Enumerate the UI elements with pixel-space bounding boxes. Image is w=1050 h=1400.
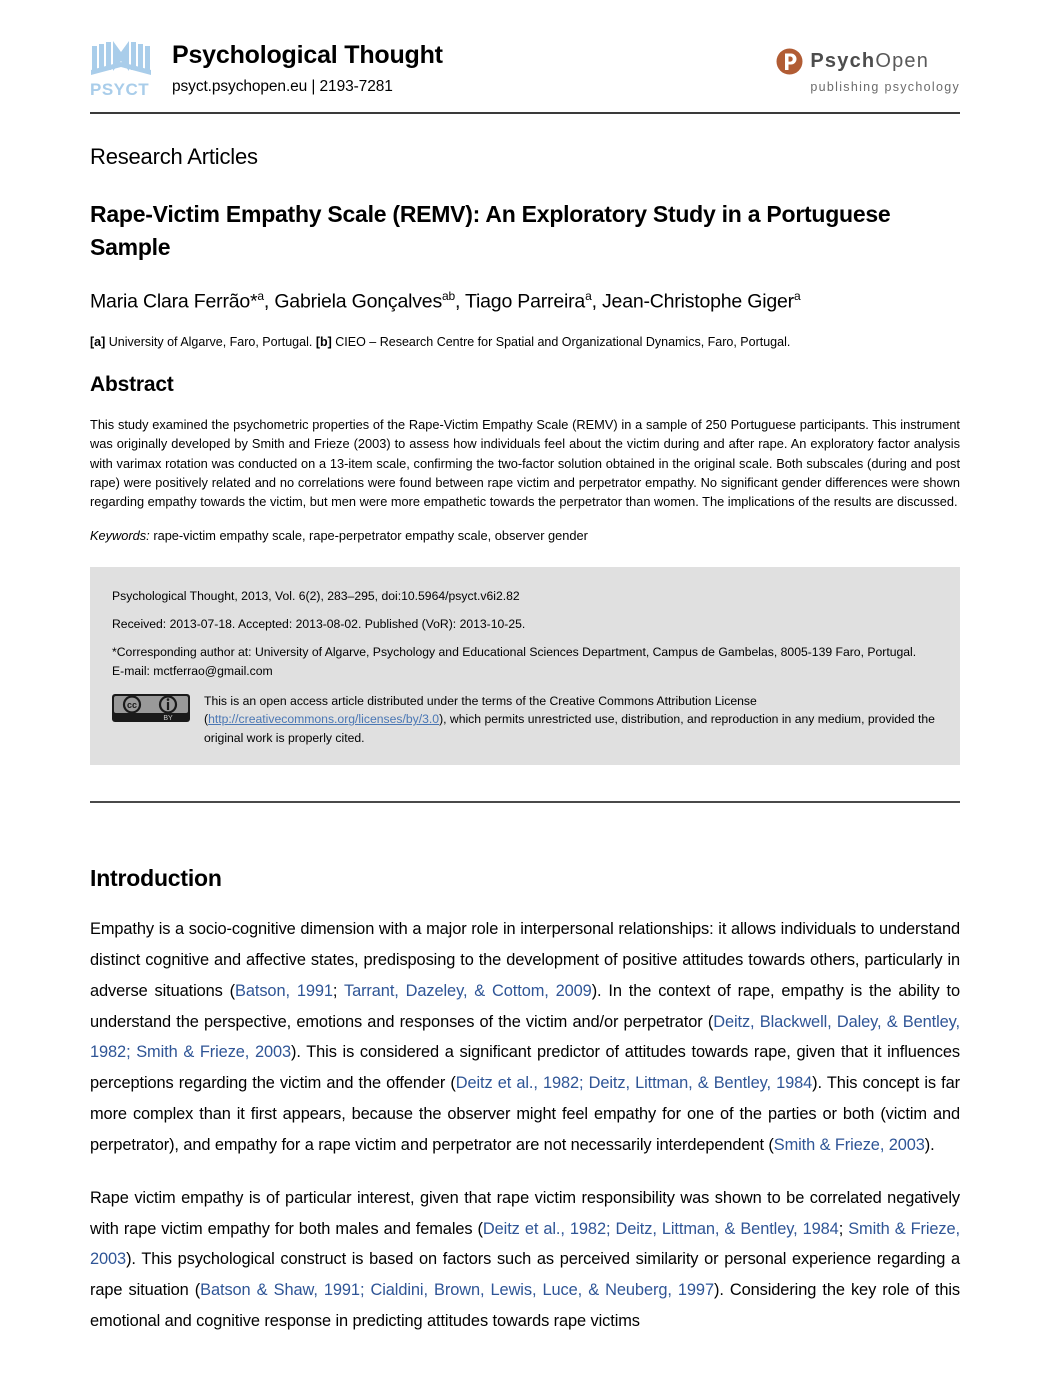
svg-text:cc: cc xyxy=(126,700,138,711)
text-run: ; xyxy=(332,981,344,1000)
text-run: Empathy is a socio-cognitive dimension with a major role in interpersonal relationships: it allows individuals to understand distinct cognitive and affective states, predisposing to the development of positive attitudes towards others, particularly in adverse situations ( xyxy=(90,919,960,1000)
header-divider xyxy=(90,112,960,114)
affiliation-marker-b: [b] xyxy=(315,335,332,350)
corresponding-author xyxy=(112,643,938,680)
publisher-name-row xyxy=(776,48,960,75)
keywords-value: rape-victim empathy scale, rape-perpetrator empathy scale, observer gender xyxy=(153,527,588,543)
license-url-link[interactable]: http://creativecommons.org/licenses/by/3.0 xyxy=(208,712,440,727)
text-run: ). This concept is far more complex than it first appears, because the observer might feel empathy for one of the parties or both (victim and perpetrator), and empathy for a rape victim and perpetrator are not necessarily interdependent ( xyxy=(90,1074,961,1154)
intro-paragraph-2 xyxy=(90,1183,960,1337)
introduction-heading: Introduction xyxy=(90,864,222,891)
text-run: ). This is considered a significant predictor of attitudes towards rape, given that it influences perceptions regarding the victim and the offender ( xyxy=(90,1043,960,1093)
citation-reference: Psychological Thought, 2013, Vol. 6(2), 283–295, doi:10.5964/psyct.v6i2.82 xyxy=(112,588,520,603)
author-list: Maria Clara Ferrão*$^a$, Gabriela Gonçalves$^{ab}$, Tiago Parreira$^a$, Jean-Christophe Giger$^a$ xyxy=(90,289,801,313)
journal-url-issn: psyct.psychopen.eu | 2193-7281 xyxy=(172,77,393,95)
abstract-heading: Abstract xyxy=(90,373,174,397)
affiliation-text-b: CIEO – Research Centre for Spatial and Organizational Dynamics, Faro, Portugal. xyxy=(335,335,791,350)
citation-box xyxy=(90,567,960,765)
text-run: ). In the context of rape, empathy is the ability to understand the perspective, emotions and responses of the victim and/or perpetrator ( xyxy=(90,981,960,1031)
cc-by-label: BY xyxy=(163,715,173,723)
open-book-icon xyxy=(90,40,152,80)
text-run: ). xyxy=(924,1135,935,1154)
citation-ref[interactable]: Deitz et al., 1982; Deitz, Littman, & Bentley, 1984 xyxy=(455,1074,813,1093)
publisher-name: PsychOpen xyxy=(810,50,930,72)
text-run: ; xyxy=(838,1219,849,1238)
license-text-part2: ), which permits unrestricted use, distribution, and reproduction in any medium, provided the original work is properly cited. xyxy=(204,712,935,745)
intro-paragraph-1 xyxy=(90,914,960,1161)
journal-masthead xyxy=(90,0,960,98)
text-run: ). Considering the key role of this emotional and cognitive response in predicting attitudes towards rape victims xyxy=(90,1281,961,1331)
journal-identity xyxy=(172,38,443,96)
masthead-left xyxy=(90,38,443,98)
corresponding-author-address: *Corresponding author at: University of Algarve, Psychology and Educational Sciences Department, Campus de Gambelas, 8005-139 Faro, Portugal. xyxy=(112,645,917,660)
citation-ref[interactable]: Batson & Shaw, 1991; Cialdini, Brown, Lewis, Luce, & Neuberg, 1997 xyxy=(200,1281,714,1300)
publication-dates: Received: 2013-07-18. Accepted: 2013-08-02. Published (VoR): 2013-10-25. xyxy=(112,617,526,632)
keywords-label: Keywords: xyxy=(90,527,150,543)
section-divider xyxy=(90,801,960,803)
section-kicker: Research Articles xyxy=(90,144,258,169)
psychopen-p-icon xyxy=(776,48,803,75)
license-text xyxy=(204,692,938,747)
affiliations xyxy=(90,333,960,351)
citation-ref[interactable]: Smith & Frieze, 2003 xyxy=(773,1135,925,1154)
corresponding-author-email: E-mail: mctferrao@gmail.com xyxy=(112,663,273,678)
citation-ref[interactable]: Deitz et al., 1982; Deitz, Littman, & Bentley, 1984 xyxy=(482,1219,839,1238)
citation-ref[interactable]: Deitz, Blackwell, Daley, & Bentley, 1982; Smith & Frieze, 2003 xyxy=(90,1012,960,1062)
journal-title: Psychological Thought xyxy=(172,41,443,69)
license-text-part1: This is an open access article distributed under the terms of the Creative Commons Attribution License ( xyxy=(204,694,757,727)
creative-commons-by-icon xyxy=(112,694,190,722)
affiliation-text-a: University of Algarve, Faro, Portugal. xyxy=(108,335,313,350)
psyct-wordmark: PSYCT xyxy=(90,80,150,99)
citation-ref[interactable]: Tarrant, Dazeley, & Cottom, 2009 xyxy=(343,981,592,1000)
license-row xyxy=(112,692,938,747)
psyct-logo xyxy=(90,38,152,98)
text-run: Rape victim empathy is of particular interest, given that rape victim responsibility was shown to be correlated negatively with rape victim empathy for both males and females ( xyxy=(90,1188,960,1238)
citation-ref[interactable]: Batson, 1991 xyxy=(235,981,333,1000)
publisher-logo xyxy=(776,38,960,94)
page-title: Rape-Victim Empathy Scale (REMV): An Exploratory Study in a Portuguese Sample xyxy=(90,201,891,260)
citation-ref[interactable]: Smith & Frieze, 2003 xyxy=(90,1219,960,1269)
abstract-text: This study examined the psychometric properties of the Rape-Victim Empathy Scale (REMV) in a sample of 250 Portuguese participants. This instrument was originally developed by Smith and Frieze (2003) to assess how individuals feel about the victim during and after rape. An exploratory factor analysis with varimax rotation was conducted on a 13-item scale, confirming the two-factor solution obtained in the original scale. Both subscales (during and post rape) were positively related and no correlations were found between rape victim and perpetrator empathy. No significant gender differences were shown regarding empathy towards the victim, but men were more empathetic towards the perpetrator than women. The implications of the results are discussed. xyxy=(90,416,960,510)
affiliation-marker-a: [a] xyxy=(90,335,106,350)
text-run: ). This psychological construct is based on factors such as perceived similarity or personal experience regarding a rape situation ( xyxy=(90,1250,960,1300)
keywords-line xyxy=(90,528,960,543)
publisher-tagline: publishing psychology xyxy=(810,80,960,94)
